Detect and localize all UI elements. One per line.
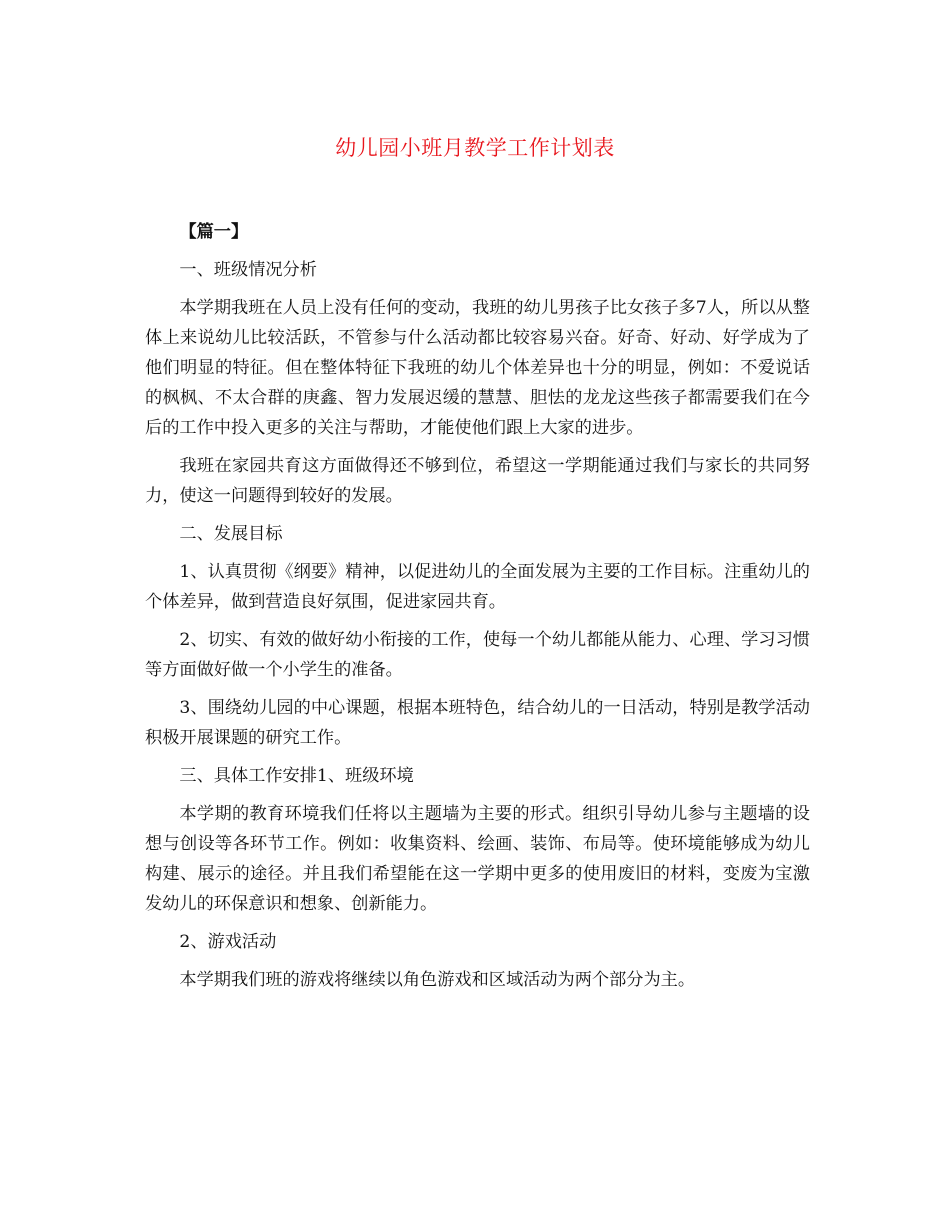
paragraph-environment: 本学期的教育环境我们任将以主题墙为主要的形式。组织引导幼儿参与主题墙的设想与创设等各环节工作。例如：收集资料、绘画、装饰、布局等。使环境能够成为幼儿构建、展示的途径。并且我们希望能在这一学期中更多的使用废旧的材料，变废为宝激发幼儿的环保意识和想象、创新能力。 [145, 804, 810, 914]
paragraph-goal-2: 2、切实、有效的做好幼小衔接的工作，使每一个幼儿都能从能力、心理、学习习惯等方面做好做一个小学生的准备。 [145, 630, 810, 680]
paragraph-goal-1: 1、认真贯彻《纲要》精神，以促进幼儿的全面发展为主要的工作目标。注重幼儿的个体差异，做到营造良好氛围，促进家园共育。 [145, 562, 810, 612]
document-body [145, 217, 810, 1003]
heading-game-activities: 2、游戏活动 [179, 932, 277, 952]
heading-class-analysis: 一、班级情况分析 [179, 260, 317, 280]
document-title: 幼儿园小班月教学工作计划表 [335, 136, 615, 160]
paragraph-goal-3: 3、围绕幼儿园的中心课题，根据本班特色，结合幼儿的一日活动，特别是教学活动积极开展课题的研究工作。 [145, 698, 810, 748]
heading-development-goals: 二、发展目标 [179, 524, 283, 544]
paragraph-games: 本学期我们班的游戏将继续以角色游戏和区域活动为两个部分为主。 [179, 970, 696, 990]
section-label: 【篇一】 [179, 222, 249, 242]
paragraph-class-situation: 本学期我班在人员上没有任何的变动，我班的幼儿男孩子比女孩子多7人，所以从整体上来说幼儿比较活跃，不管参与什么活动都比较容易兴奋。好奇、好动、好学成为了他们明显的特征。但在整体特征下我班的幼儿个体差异也十分的明显，例如：不爱说话的枫枫、不太合群的庚鑫、智力发展迟缓的慧慧、胆怯的龙龙这些孩子都需要我们在今后的工作中投入更多的关注与帮助，才能使他们跟上大家的进步。 [145, 298, 810, 438]
paragraph-home-school: 我班在家园共育这方面做得还不够到位，希望这一学期能通过我们与家长的共同努力，使这一问题得到较好的发展。 [145, 456, 810, 506]
heading-work-arrangement: 三、具体工作安排1、班级环境 [179, 766, 414, 786]
